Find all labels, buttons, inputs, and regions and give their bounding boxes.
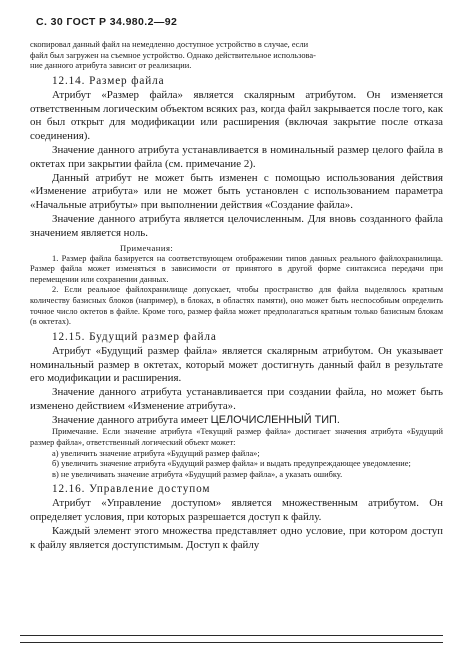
- paragraph: Данный атрибут не может быть изменен с помощью использования действия «Изменение атрибута» или не может быть установлен с использованием параметра «Начальные атрибуты» при выполнении действия «Создание файла».: [30, 171, 443, 212]
- type-caps-text: ЦЕЛОЧИСЛЕННЫЙ ТИП.: [210, 413, 340, 426]
- intro-line: файл был загружен на съемное устройство. Однако действительное использова-: [30, 50, 316, 60]
- section-heading-12-14: 12.14. Размер файла: [52, 74, 165, 87]
- paragraph: Атрибут «Будущий размер файла» является скалярным атрибутом. Он указывает номинальный размер в октетах, который может достигнуть данный файл в результате его модификации и расширения.: [30, 344, 443, 385]
- notes-block: [30, 243, 443, 328]
- paragraph: Значение данного атрибута является целочисленным. Для вновь созданного файла значением является ноль.: [30, 212, 443, 239]
- note-item: 1. Размер файла базируется на соответствующем отображении типов данных реального файлохранилища. Размер файла может изменяться в зависимости от принятого в другой форме синтаксиса передачи при перемещении или сохранении данных.: [30, 253, 443, 284]
- paragraph: Каждый элемент этого множества представляет одно условие, при котором доступ к файлу является доступстимым. Доступ к файлу: [30, 525, 443, 551]
- intro-line: скопировал данный файл на немедленно доступное устройство в случае, если: [30, 40, 309, 49]
- intro-line: ние данного атрибута зависит от реализации.: [30, 61, 192, 71]
- note-block: [30, 427, 443, 480]
- paragraph-text: Значение данного атрибута имеет: [52, 413, 211, 426]
- paragraph: Атрибут «Размер файла» является скалярным атрибутом. Он изменяется ответственным логическим объектом всяких раз, когда файл закрывается после того, как он был открыт для модификации или расширения (включая закрытие после отказа соединения).: [30, 88, 443, 143]
- note-item: 2. Если реальное файлохранилище допускает, чтобы пространство для файла выделялось кратным количеству базисных блоков (например), в блоках, в областях памяти), оно может быть неспособным определить точное число октетов в файле. Кроме того, размер файла может предполагаться кратным только базисным блокам (в октетах).: [30, 285, 443, 327]
- section-heading-12-15: 12.15. Будущий размер файла: [52, 330, 217, 343]
- paragraph: Значение данного атрибута устанавливается при создании файла, но может быть изменено действием «Изменение атрибута».: [30, 386, 443, 412]
- footer-rule: [20, 635, 443, 643]
- note-text: Примечание. Если значение атрибута «Текущий размер файла» достигает значения атрибута «Будущий размер файла», ответственный логический объект может:: [30, 427, 443, 448]
- paragraph: Атрибут «Управление доступом» является множественным атрибутом. Он определяет условия, при которых разрешается доступ к файлу.: [30, 497, 443, 524]
- notes-title: Примечания:: [120, 242, 174, 253]
- note-list-item: в) не увеличивать значение атрибута «Будущий размер файла», а указать ошибку.: [52, 469, 343, 479]
- section-heading-12-16: 12.16. Управление доступом: [52, 483, 211, 496]
- note-list-item: а) увеличить значение атрибута «Будущий размер файла»;: [52, 448, 260, 458]
- page-header: С. 30 ГОСТ Р 34.980.2—92: [36, 16, 178, 28]
- paragraph: [30, 414, 443, 428]
- paragraph: Значение данного атрибута устанавливается в номинальный размер целого файла в октетах при закрытии файла (см. примечание 2).: [30, 143, 443, 170]
- note-list-item: б) увеличить значение атрибута «Будущий размер файла» и выдать предупреждающее уведомление;: [52, 459, 411, 469]
